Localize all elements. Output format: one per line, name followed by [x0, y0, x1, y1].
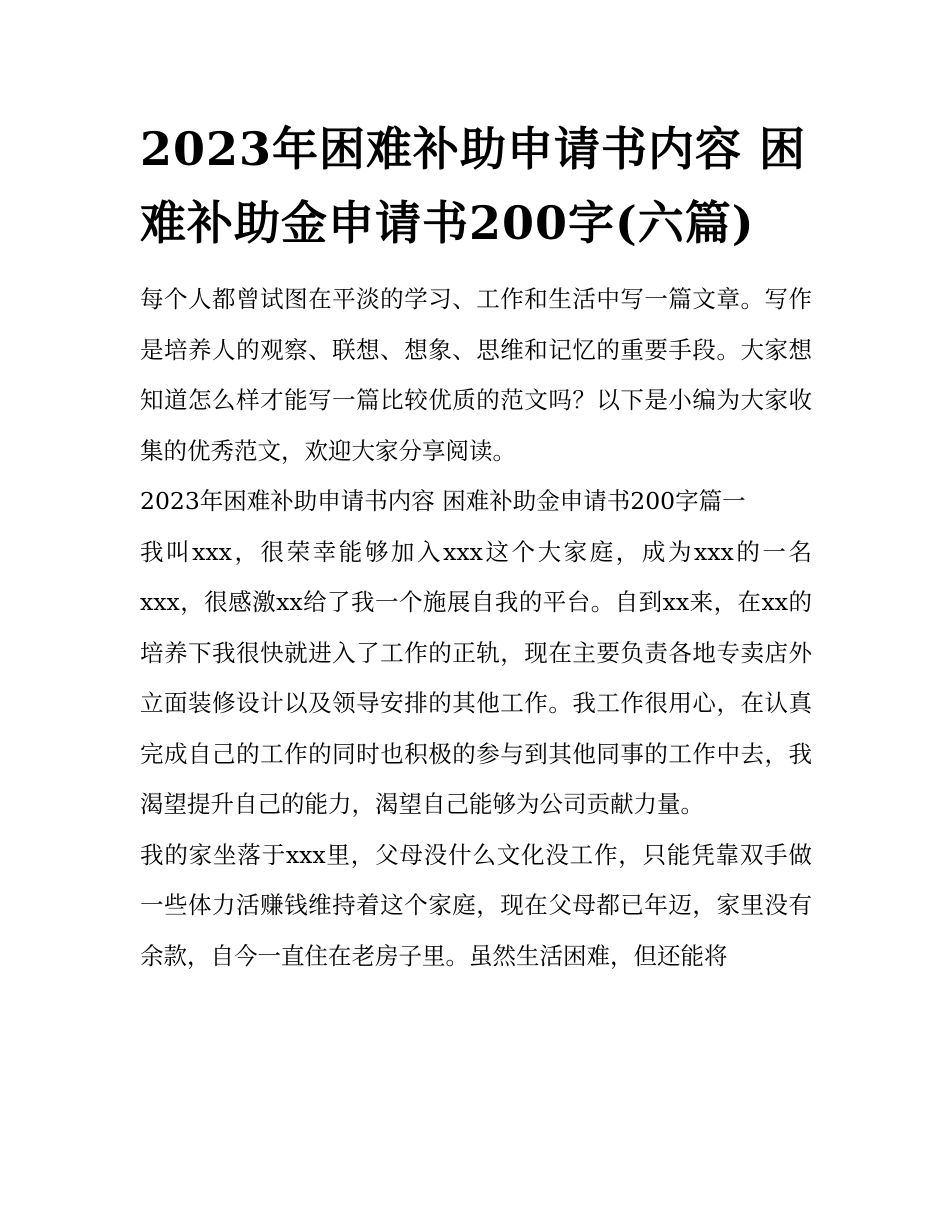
- document-title: 2023年困难补助申请书内容 困难补助金申请书200字(六篇): [140, 122, 807, 250]
- section-heading: 2023年困难补助申请书内容 困难补助金申请书200字篇一: [140, 487, 746, 515]
- intro-paragraph: 每个人都曾试图在平淡的学习、工作和生活中写一篇文章。写作是培养人的观察、联想、想象、思维和记忆的重要手段。大家想知道怎么样才能写一篇比较优质的范文吗？以下是小编为大家收集的优秀范文，欢迎大家分享阅读。: [140, 285, 812, 465]
- body-paragraph-2: 我的家坐落于xxx里，父母没什么文化没工作，只能凭靠双手做一些体力活赚钱维持着这个家庭，现在父母都已年迈，家里没有余款，自今一直住在老房子里。虽然生活困难，但还能将: [140, 840, 812, 970]
- body-paragraph-1: 我叫xxx，很荣幸能够加入xxx这个大家庭，成为xxx的一名xxx，很感激xx给了我一个施展自我的平台。自到xx来，在xx的培养下我很快就进入了工作的正轨，现在主要负责各地专卖店外立面装修设计以及领导安排的其他工作。我工作很用心，在认真完成自己的工作的同时也积极的参与到其他同事的工作中去，我渴望提升自己的能力，渴望自己能够为公司贡献力量。: [140, 537, 812, 818]
- document-page: [140, 112, 812, 981]
